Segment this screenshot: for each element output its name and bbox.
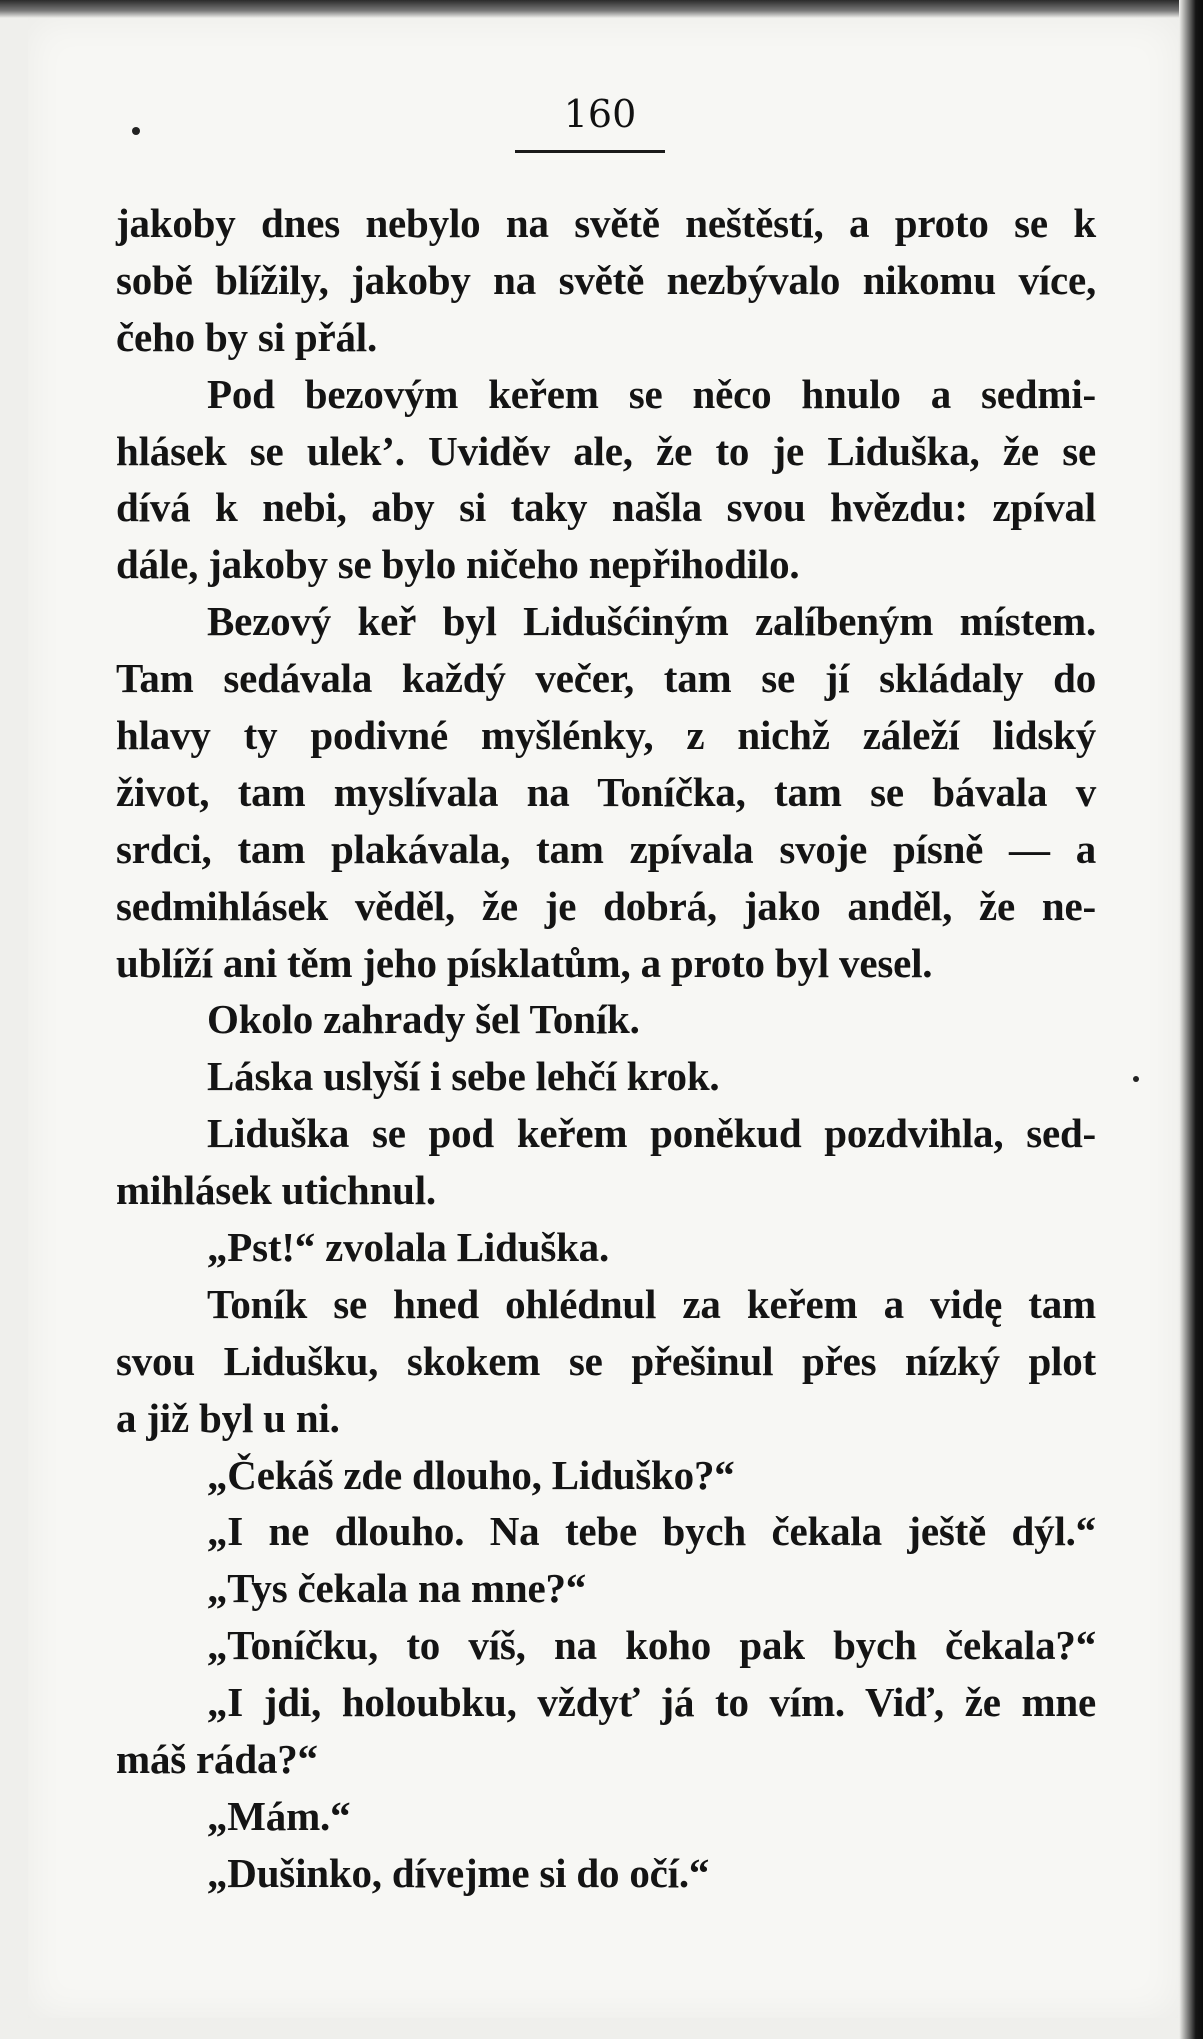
text-line: „Čekáš zde dlouho, Liduško?“ <box>207 1451 735 1498</box>
body-text <box>116 195 1096 1902</box>
text-line: dále, jakoby se bylo ničeho nepřihodilo. <box>116 541 800 588</box>
text-line: „I ne dlouho. Na tebe bych čekala ještě dýl.“ <box>207 1508 1096 1555</box>
print-mark <box>132 127 140 135</box>
text-line: „Mám.“ <box>207 1792 351 1839</box>
text-line: jakoby dnes nebylo na světě neštěstí, a proto se k <box>116 200 1096 246</box>
text-line: a již byl u ni. <box>116 1394 340 1441</box>
text-line: život, tam myslívala na Toníčka, tam se bávala v <box>116 768 1096 815</box>
text-line: Bezový keř byl Lidušćiným zalíbeným místem. <box>207 598 1096 645</box>
text-line: hlásek se ulek’. Uviděv ale, že to je Liduška, že se <box>116 427 1096 474</box>
page-number: 160 <box>563 92 637 136</box>
text-line: dívá k nebi, aby si taky našla svou hvězdu: zpíval <box>116 484 1096 531</box>
text-line: „Pst!“ zvolala Liduška. <box>207 1224 610 1271</box>
text-line: Toník se hned ohlédnul za keřem a vidę tam <box>207 1280 1096 1327</box>
text-line: Tam sedávala každý večer, tam se jí skládaly do <box>116 655 1096 702</box>
scan-right-edge <box>1179 0 1203 2039</box>
text-line: čeho by si přál. <box>116 313 378 360</box>
text-line: srdci, tam plakávala, tam zpívala svoje písně — a <box>116 825 1096 872</box>
text-line: Láska uslyší i sebe lehčí krok. <box>207 1053 720 1100</box>
text-line: „Toníčku, to víš, na koho pak bych čekala?“ <box>207 1622 1096 1669</box>
text-line: Liduška se pod keřem poněkud pozdvihla, sed- <box>207 1110 1096 1157</box>
text-line: „Tys čekala na mne?“ <box>207 1565 587 1612</box>
text-line: hlavy ty podivné myšlénky, z nichž záleží lidský <box>116 712 1096 759</box>
print-mark <box>1133 1076 1139 1082</box>
text-line: Pod bezovým keřem se něco hnulo a sedmi- <box>207 370 1096 417</box>
scan-top-shadow <box>0 0 1203 18</box>
text-line: Okolo zahrady šel Toník. <box>207 996 640 1043</box>
text-line: ublíží ani těm jeho písklatům, a proto byl vesel. <box>116 939 933 986</box>
text-line: „Dušinko, dívejme si do očí.“ <box>207 1849 710 1896</box>
text-line: mihlásek utichnul. <box>116 1167 436 1214</box>
text-line: svou Lidušku, skokem se přešinul přes nízký plot <box>116 1337 1096 1384</box>
text-line: máš ráda?“ <box>116 1736 318 1783</box>
page-number-rule <box>515 150 665 153</box>
text-line: „I jdi, holoubku, vždyť já to vím. Viď, že mne <box>207 1679 1096 1726</box>
text-line: sobě blížily, jakoby na světě nezbývalo nikomu více, <box>116 256 1096 303</box>
text-line: sedmihlásek věděl, že je dobrá, jako anděl, že ne- <box>116 882 1096 929</box>
